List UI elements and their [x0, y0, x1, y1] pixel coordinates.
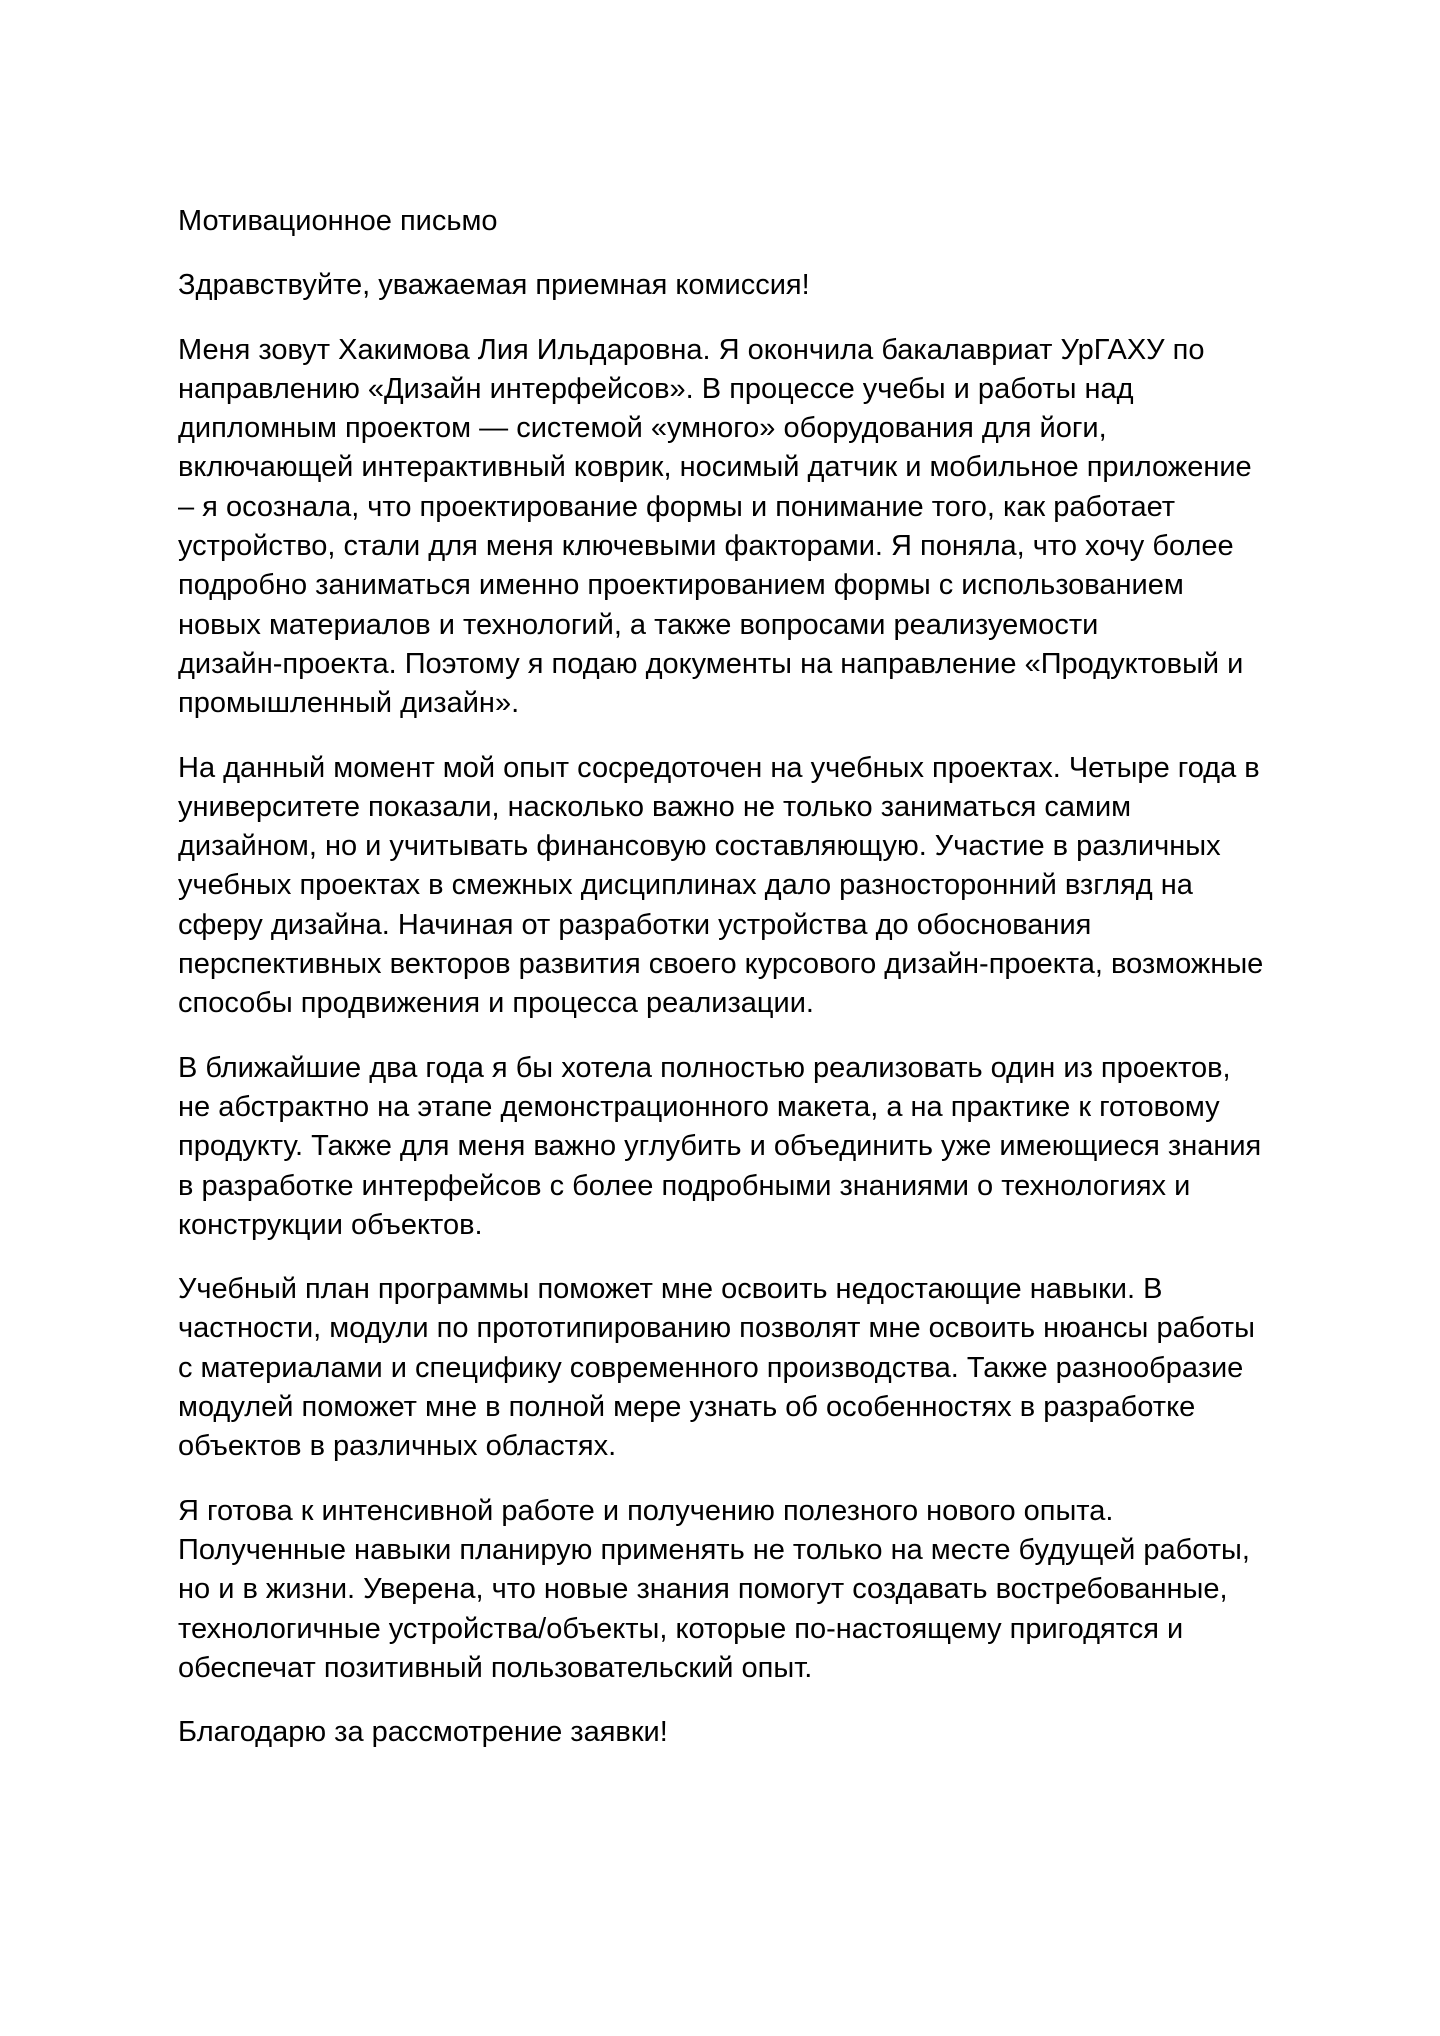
paragraph-line: подробно заниматься именно проектированием формы с использованием: [178, 569, 1184, 602]
paragraph-line: новых материалов и технологий, а также вопросами реализуемости: [178, 608, 1099, 641]
document-title: [178, 202, 1298, 241]
paragraph-line: конструкции объектов.: [178, 1208, 483, 1241]
paragraph-introduction: [178, 331, 1298, 724]
paragraph-line: направлению «Дизайн интерфейсов». В процессе учебы и работы над: [178, 372, 1134, 405]
paragraph-line: дипломным проектом — системой «умного» оборудования для йоги,: [178, 412, 1107, 445]
paragraph-line: Учебный план программы поможет мне освоить недостающие навыки. В: [178, 1273, 1163, 1306]
paragraph-line: частности, модули по прототипированию позволят мне освоить нюансы работы: [178, 1312, 1255, 1345]
paragraph-readiness: [178, 1492, 1298, 1688]
paragraph-line: – я осознала, что проектирование формы и понимание того, как работает: [178, 490, 1176, 523]
paragraph-line: В ближайшие два года я бы хотела полностью реализовать один из проектов,: [178, 1051, 1231, 1084]
paragraph-line: устройство, стали для меня ключевыми факторами. Я поняла, что хочу более: [178, 530, 1234, 563]
greeting: [178, 266, 1298, 305]
paragraph-line: На данный момент мой опыт сосредоточен на учебных проектах. Четыре года в: [178, 751, 1260, 784]
paragraph-line: способы продвижения и процесса реализации.: [178, 987, 814, 1020]
paragraph-line: продукту. Также для меня важно углубить и объединить уже имеющиеся знания: [178, 1130, 1262, 1163]
paragraph-line: Я готова к интенсивной работе и получению полезного нового опыта.: [178, 1494, 1114, 1527]
paragraph-line: объектов в различных областях.: [178, 1430, 617, 1463]
paragraph-line: перспективных векторов развития своего курсового дизайн-проекта, возможные: [178, 948, 1264, 981]
paragraph-line: включающей интерактивный коврик, носимый датчик и мобильное приложение: [178, 451, 1252, 484]
paragraph-line: но и в жизни. Уверена, что новые знания помогут создавать востребованные,: [178, 1573, 1228, 1606]
paragraph-experience: [178, 749, 1298, 1024]
paragraph-line: технологичные устройства/объекты, которые по-настоящему пригодятся и: [178, 1612, 1184, 1645]
title-line: Мотивационное письмо: [178, 205, 498, 237]
closing: [178, 1713, 1298, 1752]
paragraph-line: обеспечат позитивный пользовательский опыт.: [178, 1651, 813, 1684]
paragraph-line: промышленный дизайн».: [178, 687, 520, 720]
paragraph-line: Меня зовут Хакимова Лия Ильдаровна. Я окончила бакалавриат УрГАХУ по: [178, 333, 1205, 366]
paragraph-line: дизайном, но и учитывать финансовую составляющую. Участие в различных: [178, 830, 1221, 863]
paragraph-curriculum: [178, 1270, 1298, 1466]
paragraph-goals: [178, 1049, 1298, 1245]
paragraph-line: в разработке интерфейсов с более подробными знаниями о технологиях и: [178, 1169, 1191, 1202]
paragraph-line: Полученные навыки планирую применять не только на месте будущей работы,: [178, 1533, 1250, 1566]
letter-body: [178, 202, 1298, 1752]
paragraph-line: учебных проектах в смежных дисциплинах дало разносторонний взгляд на: [178, 869, 1193, 902]
greeting-line: Здравствуйте, уважаемая приемная комиссия!: [178, 269, 810, 302]
paragraph-line: модулей поможет мне в полной мере узнать об особенностях в разработке: [178, 1391, 1196, 1424]
paragraph-line: университете показали, насколько важно не только заниматься самим: [178, 790, 1132, 823]
paragraph-line: дизайн-проекта. Поэтому я подаю документы на направление «Продуктовый и: [178, 647, 1244, 680]
paragraph-line: с материалами и специфику современного производства. Также разнообразие: [178, 1351, 1244, 1384]
paragraph-line: сферу дизайна. Начиная от разработки устройства до обоснования: [178, 908, 1092, 941]
paragraph-line: не абстрактно на этапе демонстрационного макета, а на практике к готовому: [178, 1090, 1220, 1123]
closing-line: Благодарю за рассмотрение заявки!: [178, 1716, 668, 1749]
